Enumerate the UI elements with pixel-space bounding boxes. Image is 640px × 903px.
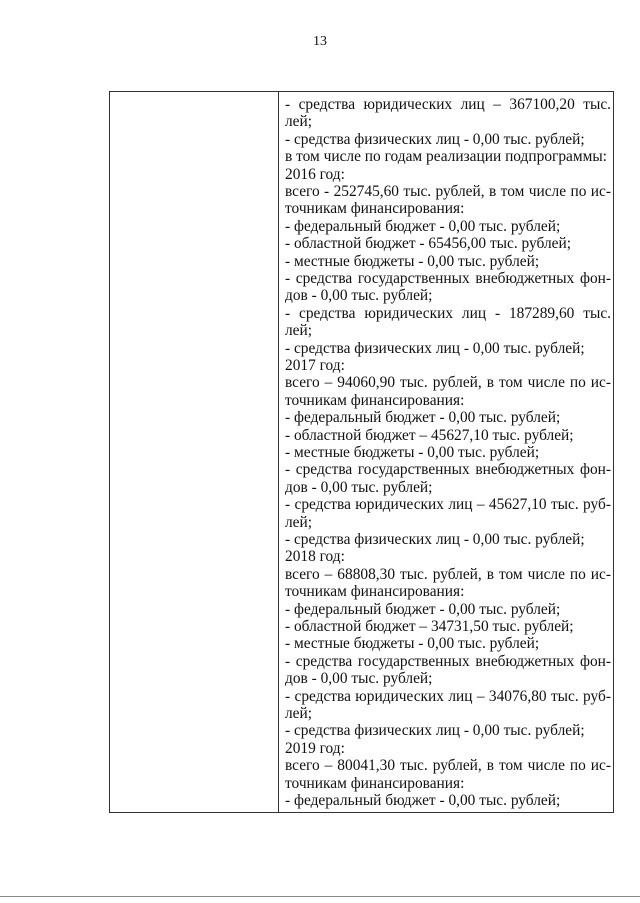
table-text-line: точникам финансирования: (285, 391, 465, 409)
table-text-line: точникам финансирования: (285, 774, 465, 792)
table-text-line: 2019 год: (285, 739, 345, 757)
table-text-line: лей; (285, 513, 313, 531)
table-text-line: дов - 0,00 тыс. рублей; (285, 478, 433, 496)
table-left-cell (110, 92, 279, 812)
table-text-line: всего - 252745,60 тыс. рублей, в том числе по ис- (285, 183, 611, 201)
table-text-line: 2017 год: (285, 357, 345, 375)
table-text-line: - областной бюджет - 65456,00 тыс. рублей; (285, 235, 571, 253)
table-text-line: - средства государственных внебюджетных фон- (285, 461, 611, 479)
table-text-line: - средства физических лиц - 0,00 тыс. рублей; (285, 130, 585, 148)
table-text-line: - средства юридических лиц – 34076,80 тыс. руб- (285, 687, 611, 705)
table-text-line: всего – 94060,90 тыс. рублей, в том числе по ис- (285, 374, 611, 392)
table-text-line: всего – 80041,30 тыс. рублей, в том числе по ис- (285, 757, 611, 775)
table-text-line: - федеральный бюджет - 0,00 тыс. рублей; (285, 792, 561, 810)
table-text-line: - местные бюджеты - 0,00 тыс. рублей; (285, 635, 540, 653)
page-number: 13 (313, 34, 327, 49)
table-text-line: - областной бюджет – 34731,50 тыс. рублей; (285, 618, 574, 636)
table-text-line: - средства физических лиц - 0,00 тыс. рублей; (285, 339, 585, 357)
table-text-line: - местные бюджеты - 0,00 тыс. рублей; (285, 252, 540, 270)
table-text-line: - областной бюджет – 45627,10 тыс. рублей; (285, 426, 574, 444)
table-text-line: всего – 68808,30 тыс. рублей, в том числе по ис- (285, 565, 611, 583)
table-text-line: - средства юридических лиц – 45627,10 тыс. руб- (285, 496, 611, 514)
table-text-line: дов - 0,00 тыс. рублей; (285, 670, 433, 688)
table-text-line: - средства юридических лиц - 187289,60 тыс. (285, 304, 611, 322)
table-text-line: дов - 0,00 тыс. рублей; (285, 287, 433, 305)
table-text-line: 2016 год: (285, 165, 345, 183)
table-text-line: лей; (285, 705, 313, 723)
table-text-line: в том числе по годам реализации подпрограммы: (285, 148, 607, 166)
page-bottom-edge (0, 896, 640, 897)
table-text-line: - местные бюджеты - 0,00 тыс. рублей; (285, 444, 540, 462)
table-text-line: - средства физических лиц - 0,00 тыс. рублей; (285, 722, 585, 740)
table-text-line: - федеральный бюджет - 0,00 тыс. рублей; (285, 409, 561, 427)
table-text-line: - средства государственных внебюджетных фон- (285, 652, 611, 670)
table-text-line: лей; (285, 322, 313, 340)
table-text-line: 2018 год: (285, 548, 345, 566)
table-text-line: точникам финансирования: (285, 200, 465, 218)
table-text-line: - средства юридических лиц – 367100,20 тыс. (285, 96, 611, 113)
table-right-cell (279, 92, 613, 812)
table-text-line: лей; (285, 113, 313, 131)
table-text-line: - средства физических лиц - 0,00 тыс. рублей; (285, 531, 585, 549)
table-text-line: - федеральный бюджет - 0,00 тыс. рублей; (285, 600, 561, 618)
table-text-line: - федеральный бюджет - 0,00 тыс. рублей; (285, 217, 561, 235)
table-text-line: - средства государственных внебюджетных фон- (285, 270, 611, 288)
table-text-line: точникам финансирования: (285, 583, 465, 601)
funding-table (109, 91, 614, 813)
